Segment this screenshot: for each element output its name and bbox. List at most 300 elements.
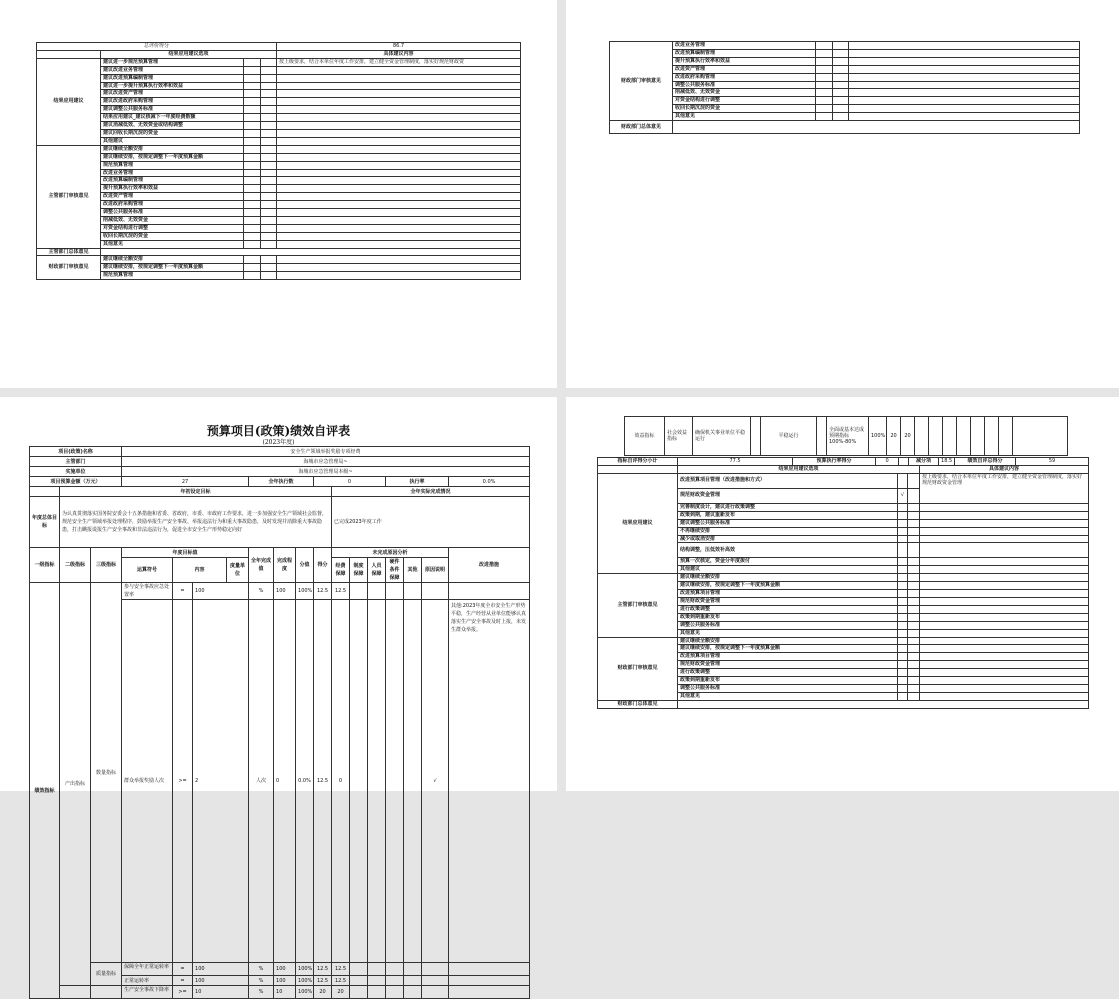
- suggestion-cell: [920, 653, 1089, 661]
- option-item: 建议改进资产管理: [101, 90, 244, 98]
- h-fund: 经费保障: [332, 558, 350, 583]
- option-mark-cell[interactable]: [261, 137, 277, 145]
- h-lvl2: 二级指标: [60, 548, 91, 583]
- benefit-degree: 100%: [869, 417, 887, 456]
- option-mark-cell[interactable]: [908, 653, 920, 661]
- option-check-cell[interactable]: [244, 129, 261, 137]
- option-check-cell[interactable]: [898, 637, 908, 645]
- exec-value: 0: [314, 477, 386, 487]
- option-item: 规范财政资金管理: [678, 661, 898, 669]
- suggestion-cell: [920, 645, 1089, 653]
- option-check-cell[interactable]: [244, 114, 261, 122]
- deduct-label: 减分项: [909, 458, 939, 466]
- option-mark-cell[interactable]: [908, 566, 920, 574]
- option-mark-cell[interactable]: [261, 264, 277, 272]
- group-label: 主管部门审核意见: [598, 574, 678, 637]
- option-check-cell[interactable]: [898, 590, 908, 598]
- group-label: 主管部门审核意见: [37, 145, 101, 248]
- row-unit: 人次: [249, 600, 274, 963]
- option-check-cell[interactable]: [244, 224, 261, 232]
- option-mark-cell[interactable]: [833, 73, 849, 81]
- option-mark-cell[interactable]: [908, 597, 920, 605]
- option-check-cell[interactable]: [898, 511, 908, 519]
- col-content-header: 具体建议内容: [277, 50, 521, 58]
- qty-label: 数量指标: [91, 583, 122, 963]
- group-label: 结果应用建议: [37, 58, 101, 145]
- suggestion-cell: [849, 42, 1080, 50]
- dept-opinion-rows: [37, 145, 521, 248]
- h-lvl1: 一级指标: [30, 548, 60, 583]
- option-mark-cell[interactable]: [261, 98, 277, 106]
- suggestion-cell: [277, 256, 521, 264]
- option-item: 规范财政资金管理: [678, 597, 898, 605]
- row-deg: 100%: [296, 976, 314, 986]
- row-unit: %: [249, 583, 274, 600]
- suggestion-cell: [920, 503, 1089, 511]
- option-check-cell[interactable]: [816, 73, 833, 81]
- option-mark-cell[interactable]: [908, 558, 920, 566]
- option-mark-cell[interactable]: [908, 488, 920, 503]
- option-mark-cell[interactable]: [833, 105, 849, 113]
- option-item: 结构调整，压低效补高效: [678, 543, 898, 558]
- row-score: 20: [314, 986, 332, 999]
- option-check-cell[interactable]: [244, 201, 261, 209]
- option-mark-cell[interactable]: [261, 145, 277, 153]
- option-check-cell[interactable]: [898, 574, 908, 582]
- suggestion-cell: [277, 161, 521, 169]
- option-check-cell[interactable]: [898, 669, 908, 677]
- budget-label: 项目预算金额（万元）: [30, 477, 122, 487]
- option-mark-cell[interactable]: [261, 82, 277, 90]
- benefit-value: 平稳运行: [761, 417, 817, 456]
- option-check-cell[interactable]: [898, 582, 908, 590]
- suggestion-cell: [920, 566, 1089, 574]
- dept-overall-label: 主管部门总体意见: [37, 248, 101, 256]
- option-check-cell[interactable]: [816, 81, 833, 89]
- option-check-cell[interactable]: [244, 209, 261, 217]
- suggestion-cell: [849, 49, 1080, 57]
- option-item: 收回长期沉淀的资金: [673, 105, 816, 113]
- option-check-cell[interactable]: [898, 535, 908, 543]
- option-check-cell[interactable]: [244, 106, 261, 114]
- option-mark-cell[interactable]: [261, 240, 277, 248]
- option-mark-cell[interactable]: [261, 169, 277, 177]
- option-mark-cell[interactable]: [833, 97, 849, 105]
- row-unit: %: [249, 976, 274, 986]
- qual-label: 质量指标: [91, 963, 122, 986]
- suggestion-cell: [920, 590, 1089, 598]
- suggestion-cell: [920, 582, 1089, 590]
- option-check-cell[interactable]: [244, 74, 261, 82]
- suggestion-cell: [277, 137, 521, 145]
- option-check-cell[interactable]: [816, 105, 833, 113]
- h-unfinished: 未完成原因分析: [332, 548, 449, 558]
- option-check-cell[interactable]: √: [898, 488, 908, 503]
- option-check-cell[interactable]: [898, 661, 908, 669]
- row-deg: 100%: [296, 986, 314, 999]
- col-content-header: 具体建议内容: [920, 466, 1089, 474]
- suggestion-content: 按上级要求，结合本单位年度工作安排，建立健全资金管理制度，落实好规范财政资金管理: [920, 473, 1089, 503]
- option-mark-cell[interactable]: [261, 185, 277, 193]
- option-item: 改进预算项目管理: [678, 590, 898, 598]
- row-deg: 100%: [296, 583, 314, 600]
- option-mark-cell[interactable]: [908, 574, 920, 582]
- suggestion-cell: [920, 535, 1089, 543]
- option-item: 进行政策调整: [678, 669, 898, 677]
- row-op: >=: [173, 986, 193, 999]
- option-check-cell[interactable]: [898, 677, 908, 685]
- option-item: 其他意见: [678, 692, 898, 700]
- suggestion-cell: [849, 81, 1080, 89]
- option-mark-cell[interactable]: [908, 692, 920, 700]
- option-item: 其他建议: [101, 137, 244, 145]
- h-system: 制度保障: [350, 558, 368, 583]
- reason-text: 其他:2023年度全市安全生产形势平稳，生产经营从业单位能够认真落实生产安全事故及时上报，未发生群众举报。: [449, 600, 530, 963]
- option-check-cell[interactable]: [898, 527, 908, 535]
- rate-value: 0.0%: [449, 477, 530, 487]
- option-item: 建议进一步规范预算管理: [101, 58, 244, 66]
- option-mark-cell[interactable]: [261, 216, 277, 224]
- suggestion-cell: [920, 597, 1089, 605]
- option-mark-cell[interactable]: [261, 161, 277, 169]
- option-check-cell[interactable]: [244, 137, 261, 145]
- option-check-cell[interactable]: [898, 543, 908, 558]
- option-mark-cell[interactable]: [833, 113, 849, 121]
- suggestion-cell: [849, 73, 1080, 81]
- option-check-cell[interactable]: [244, 264, 261, 272]
- option-mark-cell[interactable]: [833, 89, 849, 97]
- suggestion-cell: [277, 201, 521, 209]
- option-check-cell[interactable]: [244, 272, 261, 280]
- suggestion-cell: [277, 169, 521, 177]
- option-check-cell[interactable]: [244, 185, 261, 193]
- option-mark-cell[interactable]: [261, 177, 277, 185]
- option-item: 对资金结构进行调整: [673, 97, 816, 105]
- total-score-label: 总评价得分: [37, 43, 277, 51]
- project-name-label: 项目(政策)名称: [30, 447, 122, 457]
- suggestion-cell: [277, 82, 521, 90]
- option-item: 完善制度设计，建议进行政策调整: [678, 503, 898, 511]
- option-check-cell[interactable]: [816, 97, 833, 105]
- row-op: =: [173, 963, 193, 976]
- option-mark-cell[interactable]: [908, 527, 920, 535]
- option-check-cell[interactable]: [898, 558, 908, 566]
- row-done: 100: [274, 976, 296, 986]
- option-check-cell[interactable]: [816, 42, 833, 50]
- fin-opinion-rows: [610, 42, 1080, 121]
- h-reason: 原因说明: [422, 558, 449, 583]
- row-score: 12.5: [314, 976, 332, 986]
- option-item: 建议改进业务管理: [101, 66, 244, 74]
- option-check-cell[interactable]: [898, 566, 908, 574]
- option-item: 其他意见: [678, 629, 898, 637]
- option-check-cell[interactable]: [244, 153, 261, 161]
- suggestion-cell: [277, 122, 521, 130]
- option-mark-cell[interactable]: [908, 661, 920, 669]
- row-name: 群众举报奖励人次: [122, 600, 173, 963]
- option-check-cell[interactable]: [244, 145, 261, 153]
- option-mark-cell[interactable]: [908, 543, 920, 558]
- row-deg: 100%: [296, 963, 314, 976]
- option-item: 削减低效、无效资金: [101, 216, 244, 224]
- option-mark-cell[interactable]: [908, 535, 920, 543]
- option-item: 建议继续安排，按规定调整下一年度预算金额: [101, 264, 244, 272]
- option-check-cell[interactable]: [816, 113, 833, 121]
- option-mark-cell[interactable]: [261, 58, 277, 66]
- suggestion-cell: [277, 145, 521, 153]
- option-mark-cell[interactable]: [261, 114, 277, 122]
- option-check-cell[interactable]: [244, 66, 261, 74]
- option-check-cell[interactable]: [244, 193, 261, 201]
- benefit-name: 确保机关事业单位平稳运行: [693, 417, 751, 456]
- impl-label: 实施单位: [30, 467, 122, 477]
- option-check-cell[interactable]: [816, 65, 833, 73]
- option-check-cell[interactable]: [816, 57, 833, 65]
- option-mark-cell[interactable]: [261, 106, 277, 114]
- option-check-cell[interactable]: [244, 82, 261, 90]
- option-check-cell[interactable]: [898, 692, 908, 700]
- option-mark-cell[interactable]: [833, 42, 849, 50]
- option-check-cell[interactable]: [898, 621, 908, 629]
- suggestion-cell: [849, 65, 1080, 73]
- option-check-cell[interactable]: [898, 613, 908, 621]
- option-check-cell[interactable]: [244, 161, 261, 169]
- row-op: =: [173, 583, 193, 600]
- fin-opinion-rows: [598, 637, 1089, 700]
- page-3-self-evaluation: [0, 397, 557, 995]
- benefit-indicator-table: [624, 416, 1068, 456]
- row-op: >=: [173, 600, 193, 963]
- suggestion-cell: [920, 605, 1089, 613]
- row-done: 100: [274, 583, 296, 600]
- option-item: 建议继续全额安排: [678, 637, 898, 645]
- form-title: 预算项目(政策)绩效自评表: [206, 424, 351, 438]
- option-mark-cell[interactable]: [908, 473, 920, 488]
- option-item: 调整公共服务标准: [678, 621, 898, 629]
- subtotal-value: 77.5: [678, 458, 793, 466]
- option-item: 调整公共服务标准: [101, 209, 244, 217]
- page-2-finance-opinions: [566, 0, 1119, 388]
- goal-text: 为认真贯彻落实国务院安委会十五条措施和省委、省政府，市委、市政府工作要求，进一步加强安全生产领域社会监督，规范安全生产领域举报处理程序，鼓励举报生产安全事故、举报违法行为和重大事故隐患，及时发现并消除重大事故隐患，打击瞒报谎报生产安全事故和非法违法行为，促进全市安全生产形势稳定向好: [60, 497, 332, 548]
- suggestion-cell: [920, 574, 1089, 582]
- option-check-cell[interactable]: [816, 49, 833, 57]
- option-mark-cell[interactable]: [833, 49, 849, 57]
- budget-value: 27: [122, 477, 249, 487]
- col-option-header: 结果应用建议选项: [101, 50, 277, 58]
- goal-header: 年初设定目标: [60, 487, 332, 497]
- result-suggestion-rows: [37, 58, 521, 145]
- option-mark-cell[interactable]: [908, 605, 920, 613]
- benefit-got: 20: [901, 417, 915, 456]
- option-item: 改进业务管理: [101, 169, 244, 177]
- option-item: 调整公共服务标准: [678, 684, 898, 692]
- option-mark-cell[interactable]: [261, 122, 277, 130]
- option-item: 改进业务管理: [673, 42, 816, 50]
- option-mark-cell[interactable]: [908, 645, 920, 653]
- option-check-cell[interactable]: [898, 605, 908, 613]
- suggestion-cell: [849, 57, 1080, 65]
- suggestion-cell: [920, 661, 1089, 669]
- option-item: 其他意见: [101, 240, 244, 248]
- row-name: 参与安全事故应急处置率: [122, 583, 173, 600]
- fin-overall-label: 财政部门总体意见: [598, 700, 678, 708]
- option-check-cell[interactable]: [898, 653, 908, 661]
- option-mark-cell[interactable]: [908, 684, 920, 692]
- option-mark-cell[interactable]: [908, 519, 920, 527]
- option-item: 改进预算项目管理（改进措施和方式）: [678, 473, 898, 488]
- suggestion-cell: [920, 519, 1089, 527]
- option-mark-cell[interactable]: [261, 129, 277, 137]
- option-mark-cell[interactable]: [261, 153, 277, 161]
- row-done: 100: [274, 963, 296, 976]
- option-mark-cell[interactable]: [833, 65, 849, 73]
- option-mark-cell[interactable]: [908, 629, 920, 637]
- option-check-cell[interactable]: [244, 122, 261, 130]
- result-suggestion-rows: [598, 473, 1089, 573]
- option-check-cell[interactable]: [898, 473, 908, 488]
- suggestion-cell: [849, 89, 1080, 97]
- option-item: 规范财政资金管理: [678, 488, 898, 503]
- dept-name: 海城市应急管理局~: [122, 457, 530, 467]
- option-item: 改进预算编制管理: [101, 177, 244, 185]
- option-mark-cell[interactable]: [261, 74, 277, 82]
- option-check-cell[interactable]: [244, 232, 261, 240]
- option-check-cell[interactable]: [244, 177, 261, 185]
- option-mark-cell[interactable]: [908, 590, 920, 598]
- row-unit: %: [249, 986, 274, 999]
- impl-unit: 海城市应急管理局本级~: [122, 467, 530, 477]
- suggestion-cell: [277, 177, 521, 185]
- row-val: 100: [193, 963, 249, 976]
- option-item: 改进预算编制管理: [673, 49, 816, 57]
- option-mark-cell[interactable]: [261, 193, 277, 201]
- suggestion-cell: [277, 114, 521, 122]
- suggestion-cell: [920, 558, 1089, 566]
- actual-header: 全年实际完成情况: [332, 487, 530, 497]
- h-complete: 全年完成值: [249, 548, 274, 583]
- option-mark-cell[interactable]: [833, 57, 849, 65]
- option-mark-cell[interactable]: [908, 613, 920, 621]
- suggestion-cell: [920, 692, 1089, 700]
- option-mark-cell[interactable]: [908, 582, 920, 590]
- page-1-result-opinions: [0, 0, 557, 388]
- option-mark-cell[interactable]: [261, 90, 277, 98]
- option-check-cell[interactable]: [898, 645, 908, 653]
- option-check-cell[interactable]: [244, 216, 261, 224]
- option-item: 削减低效、无效资金: [673, 89, 816, 97]
- option-item: 不再继续安排: [678, 527, 898, 535]
- option-mark-cell[interactable]: [908, 511, 920, 519]
- option-check-cell[interactable]: [898, 629, 908, 637]
- col-option-header: 结果应用建议选项: [678, 466, 920, 474]
- row-deg: 0.0%: [296, 600, 314, 963]
- fin-opinion-rows: [37, 256, 521, 280]
- suggestion-cell: [920, 543, 1089, 558]
- option-mark-cell[interactable]: [261, 66, 277, 74]
- suggestion-cell: [277, 185, 521, 193]
- option-item: 进行政策调整: [678, 605, 898, 613]
- option-check-cell[interactable]: [898, 519, 908, 527]
- h-lvl3: 三级指标: [91, 548, 122, 583]
- page-4-score-summary: [566, 397, 1119, 791]
- result-opinion-table: [36, 42, 521, 280]
- option-mark-cell[interactable]: [908, 637, 920, 645]
- option-mark-cell[interactable]: [908, 621, 920, 629]
- project-name: 安全生产领域举报奖励专项经费: [122, 447, 530, 457]
- suggestion-cell: [920, 527, 1089, 535]
- option-check-cell[interactable]: [898, 597, 908, 605]
- option-item: 规范预算管理: [101, 272, 244, 280]
- suggestion-cell: [277, 272, 521, 280]
- option-mark-cell[interactable]: [261, 232, 277, 240]
- row-score: 12.5: [314, 600, 332, 963]
- suggestion-cell: [277, 153, 521, 161]
- option-check-cell[interactable]: [244, 58, 261, 66]
- exec-label: 全年执行数: [249, 477, 314, 487]
- option-item: 建议继续全额安排: [101, 145, 244, 153]
- option-item: 减少或取消安排: [678, 535, 898, 543]
- option-mark-cell[interactable]: [833, 81, 849, 89]
- option-item: 对资金结构进行调整: [101, 224, 244, 232]
- option-check-cell[interactable]: [244, 240, 261, 248]
- suggestion-cell: [277, 129, 521, 137]
- option-check-cell[interactable]: [244, 98, 261, 106]
- h-unit: 度量单位: [227, 558, 249, 583]
- row-done: 0: [274, 600, 296, 963]
- option-item: 其他建议: [678, 566, 898, 574]
- row-got: 12.5: [332, 583, 350, 600]
- option-mark-cell[interactable]: [908, 677, 920, 685]
- option-mark-cell[interactable]: [261, 256, 277, 264]
- option-check-cell[interactable]: [244, 256, 261, 264]
- row-got: 0: [332, 600, 350, 963]
- option-item: 建议调整公共服务标准: [678, 519, 898, 527]
- suggestion-cell: [277, 193, 521, 201]
- option-check-cell[interactable]: [898, 684, 908, 692]
- suggestion-cell: [920, 621, 1089, 629]
- option-mark-cell[interactable]: [261, 272, 277, 280]
- option-item: 预算一次核定，资金分年度拨付: [678, 558, 898, 566]
- self-total-label: 绩效自评总得分: [955, 458, 1016, 466]
- social-label: 社会效益指标: [665, 417, 693, 456]
- benefit-score: 20: [887, 417, 901, 456]
- option-check-cell[interactable]: [244, 169, 261, 177]
- option-item: 改进预算项目管理: [678, 653, 898, 661]
- option-mark-cell[interactable]: [261, 201, 277, 209]
- row-val: 100: [193, 976, 249, 986]
- suggestion-cell: [920, 677, 1089, 685]
- group-label: 结果应用建议: [598, 473, 678, 573]
- row-done: 10: [274, 986, 296, 999]
- row-got: 12.5: [332, 976, 350, 986]
- suggestion-cell: [920, 511, 1089, 519]
- option-mark-cell[interactable]: [261, 224, 277, 232]
- option-check-cell[interactable]: [816, 89, 833, 97]
- option-item: 建议继续安排，按规定调整下一年度预算金额: [101, 153, 244, 161]
- option-mark-cell[interactable]: [908, 669, 920, 677]
- suggestion-cell: [277, 232, 521, 240]
- option-item: 规范预算管理: [101, 161, 244, 169]
- row-name: 保障全年正常运转率: [122, 963, 173, 976]
- option-mark-cell[interactable]: [908, 503, 920, 511]
- option-check-cell[interactable]: [898, 503, 908, 511]
- suggestion-cell: [920, 684, 1089, 692]
- option-mark-cell[interactable]: [261, 209, 277, 217]
- option-check-cell[interactable]: [244, 90, 261, 98]
- option-item: 政策到期，建议重新发布: [678, 511, 898, 519]
- option-item: 建议继续全额安排: [101, 256, 244, 264]
- suggestion-cell: [849, 97, 1080, 105]
